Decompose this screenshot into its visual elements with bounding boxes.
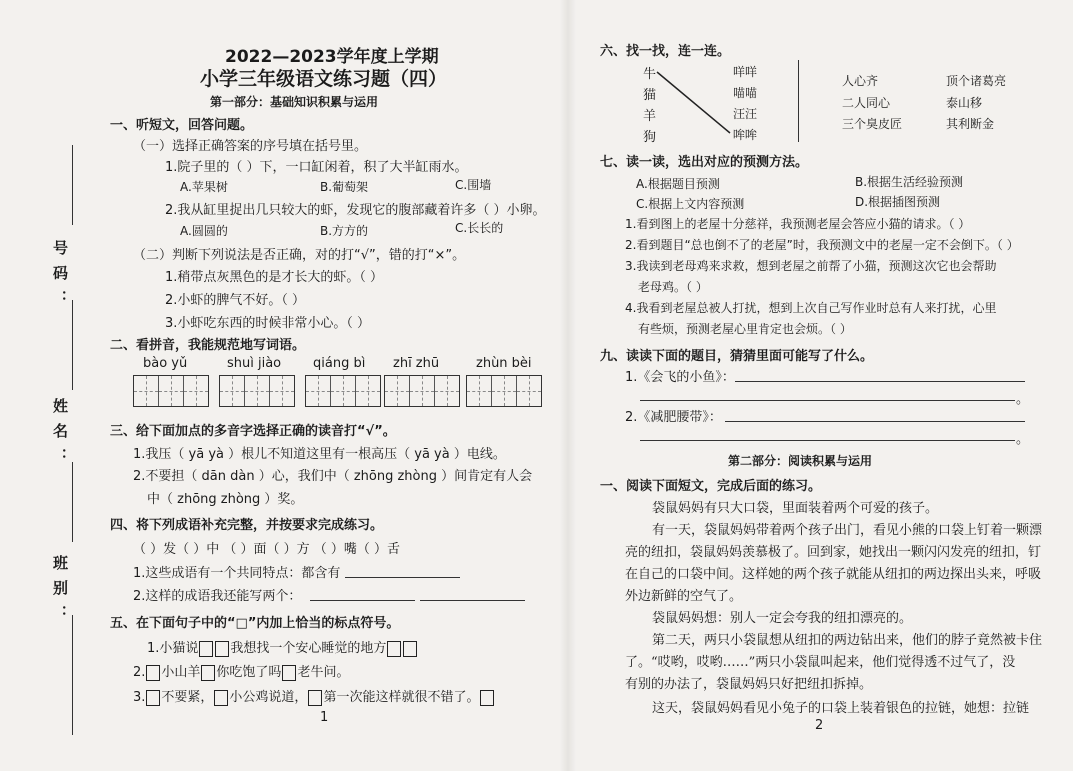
punct-box[interactable] [201, 665, 215, 681]
story-p4a: 第二天，两只小袋鼠想从纽扣的两边钻出来，他们的脖子竟然被卡住 [652, 633, 1043, 648]
haoma-label: 号码： [51, 240, 69, 315]
punct-box[interactable] [214, 690, 228, 706]
s9-q1-dot: 。 [1016, 392, 1030, 407]
story-p1: 袋鼠妈妈有只大口袋，里面装着两个可爱的孩子。 [652, 501, 939, 516]
punct-box[interactable] [308, 690, 322, 706]
sound-1: 咩咩 [733, 65, 758, 79]
writing-grid-1[interactable] [133, 375, 209, 407]
s4-title: 四、将下列成语补充完整，并按要求完成练习。 [110, 518, 384, 533]
part2-s1-title: 一、阅读下面短文，完成后面的练习。 [600, 479, 822, 494]
s1-j3: 3.小虾吃东西的时候非常小心。（ ） [165, 316, 371, 331]
s4-q2-blank1[interactable] [310, 600, 415, 601]
s6-divider [798, 60, 799, 142]
s7-q1: 1.看到图上的老屋十分慈祥，我预测老屋会答应小猫的请求。（ ） [625, 217, 971, 231]
punct-box[interactable] [387, 641, 401, 657]
animal-3: 羊 [643, 109, 657, 124]
s7-option-b: B.根据生活经验预测 [855, 175, 964, 189]
story-p3: 袋鼠妈妈想：别人一定会夸我的纽扣漂亮的。 [652, 611, 913, 626]
s7-option-d: D.根据插图预测 [855, 195, 941, 209]
s9-q1-blank2[interactable] [640, 400, 1015, 401]
animal-4: 狗 [643, 130, 657, 145]
s7-q2: 2.看到题目“总也倒不了的老屋”时，我预测文中的老屋一定不会倒下。（ ） [625, 238, 1019, 252]
s5-l2-text-c: 你吃饱了吗 [216, 665, 282, 680]
binding-line-bottom [72, 615, 73, 735]
punct-box[interactable] [282, 665, 296, 681]
page-number-1: 1 [320, 710, 329, 725]
writing-grid-5[interactable] [466, 375, 542, 407]
s4-q2: 2.这样的成语我还能写两个： [133, 589, 302, 604]
sound-2: 喵喵 [733, 86, 758, 100]
s7-q4b: 有些烦，预测老屋心里肯定也会烦。（ ） [638, 322, 852, 336]
story-p4b: 了。“哎哟，哎哟……”两只小袋鼠叫起来，他们觉得透不过气了，没 [625, 655, 1016, 670]
s9-q1: 1.《会飞的小鱼》： [625, 370, 735, 385]
s7-q3b: 老母鸡。（ ） [638, 280, 708, 294]
s7-option-c: C.根据上文内容预测 [636, 197, 745, 211]
story-p2d: 外边新鲜的空气了。 [625, 589, 743, 604]
s5-line1 [147, 637, 418, 657]
s7-option-a: A.根据题目预测 [636, 177, 720, 191]
s1-sub1: （一）选择正确答案的序号填在括号里。 [133, 139, 368, 154]
part1-title: 第一部分：基础知识积累与运用 [210, 95, 379, 109]
part2-title: 第二部分：阅读积累与运用 [728, 454, 873, 468]
s1-q1-c: C.围墙 [455, 178, 492, 192]
connect-line [655, 70, 735, 140]
s5-l2-text-d: 老牛问。 [297, 665, 350, 680]
s9-q2-dot: 。 [1016, 432, 1030, 447]
idiom-right-2: 泰山移 [946, 96, 983, 110]
s1-q1-b: B.葡萄架 [320, 180, 369, 194]
s5-line3 [133, 686, 495, 706]
animal-2: 猫 [643, 88, 657, 103]
s9-q2: 2.《减肥腰带》： [625, 410, 722, 425]
pinyin-1: bào yǔ [143, 356, 188, 371]
s5-l3-num: 3. [133, 690, 146, 705]
s5-l3-text-d: 第一次能这样就很不错了。 [323, 690, 480, 705]
s5-l1-text-a: 1.小猫说 [147, 641, 199, 656]
s3-line2: 2.不要担（ dān dàn ）心，我们中（ zhōng zhòng ）间肯定有人会 [133, 469, 533, 484]
punct-box[interactable] [146, 690, 160, 706]
s5-l1-text-b: 我想找一个安心睡觉的地方 [230, 641, 387, 656]
punct-box[interactable] [199, 641, 213, 657]
s9-q2-blank1[interactable] [725, 421, 1025, 422]
s1-q1: 1.院子里的（ ）下，一口缸闲着，积了大半缸雨水。 [165, 160, 468, 175]
idiom-left-2: 二人同心 [842, 96, 891, 110]
binding-line-low [72, 462, 73, 542]
writing-grid-3[interactable] [305, 375, 381, 407]
s4-q2-blank2[interactable] [420, 600, 525, 601]
s5-l3-text-c: 小公鸡说道， [229, 690, 308, 705]
idiom-right-3: 其利断金 [946, 117, 995, 131]
s4-q1-blank[interactable] [345, 577, 460, 578]
s1-q2-c: C.长长的 [455, 221, 504, 235]
story-p5a: 这天，袋鼠妈妈看见小兔子的口袋上装着银色的拉链，她想：拉链 [652, 701, 1030, 716]
s2-title: 二、看拼音，我能规范地写词语。 [110, 338, 306, 353]
s7-title: 七、读一读，选出对应的预测方法。 [600, 155, 809, 170]
s5-title: 五、在下面句子中的“□”内加上恰当的标点符号。 [110, 616, 400, 631]
xingming-label: 姓名： [51, 398, 69, 473]
s4-q1: 1.这些成语有一个共同特点：都含有 [133, 566, 341, 581]
s3-line3: 中（ zhōng zhòng ）奖。 [147, 492, 304, 507]
s6-title: 六、找一找，连一连。 [600, 44, 731, 59]
s1-title: 一、听短文，回答问题。 [110, 118, 254, 133]
s5-l2-text-b: 小山羊 [161, 665, 201, 680]
s1-q1-a: A.苹果树 [180, 180, 228, 194]
writing-grid-4[interactable] [384, 375, 460, 407]
idiom-left-1: 人心齐 [842, 74, 879, 88]
s7-q3a: 3.我读到老母鸡来求救，想到老屋之前帮了小猫，预测这次它也会帮助 [625, 259, 997, 273]
story-p2c: 在自己的口袋中间。这样她的两个孩子就能从纽扣的两边探出头来，呼吸 [625, 567, 1042, 582]
s5-l2-num: 2. [133, 665, 146, 680]
page-title: 小学三年级语文练习题（四） [200, 68, 448, 90]
pinyin-4: zhī zhū [393, 356, 440, 371]
s5-l3-text-b: 不要紧， [161, 690, 214, 705]
year-title: 2022—2023学年度上学期 [225, 47, 439, 67]
pinyin-3: qiáng bì [313, 356, 366, 371]
s3-line1: 1.我压（ yā yà ）根儿不知道这里有一根高压（ yā yà ）电线。 [133, 447, 506, 462]
s5-line2 [133, 661, 349, 681]
pinyin-5: zhùn bèi [476, 356, 532, 371]
sound-4: 哞哞 [733, 128, 758, 142]
story-p2b: 亮的纽扣，袋鼠妈妈羡慕极了。回到家，她找出一颗闪闪发亮的纽扣，钉 [625, 545, 1042, 560]
s3-title: 三、给下面加点的多音字选择正确的读音打“√”。 [110, 424, 396, 439]
s1-j2: 2.小虾的脾气不好。（ ） [165, 293, 306, 308]
writing-grid-2[interactable] [219, 375, 295, 407]
s1-q2: 2.我从缸里捉出几只较大的虾，发现它的腹部藏着许多（ ）小卵。 [165, 203, 546, 218]
s1-q2-b: B.方方的 [320, 224, 369, 238]
s1-j1: 1.稍带点灰黑色的是才长大的虾。（ ） [165, 270, 384, 285]
idiom-left-3: 三个臭皮匠 [842, 117, 903, 131]
story-p4c: 有别的办法了，袋鼠妈妈只好把纽扣拆掉。 [625, 677, 873, 692]
punct-box[interactable] [146, 665, 160, 681]
punct-box[interactable] [215, 641, 229, 657]
animal-1: 牛 [643, 67, 657, 82]
binding-line-top [72, 145, 73, 225]
s4-idioms: （ ）发（ ）中 （ ）面（ ）方 （ ）嘴（ ）舌 [133, 542, 401, 557]
story-p2a: 有一天，袋鼠妈妈带着两个孩子出门，看见小熊的口袋上钉着一颗漂 [652, 523, 1043, 538]
binding-line-mid [72, 300, 73, 390]
s9-q2-blank2[interactable] [640, 440, 1015, 441]
s9-title: 九、读读下面的题目，猜猜里面可能写了什么。 [600, 349, 874, 364]
s9-q1-blank1[interactable] [735, 381, 1025, 382]
pinyin-2: shuì jiào [227, 356, 282, 371]
banbie-label: 班别： [51, 555, 69, 630]
s1-sub2: （二）判断下列说法是否正确，对的打“√”，错的打“×”。 [133, 248, 466, 263]
punct-box[interactable] [403, 641, 417, 657]
s1-q2-a: A.圆圆的 [180, 224, 228, 238]
page-number-2: 2 [815, 718, 824, 733]
sound-3: 汪汪 [733, 107, 758, 121]
idiom-right-1: 顶个诸葛亮 [946, 74, 1007, 88]
s7-q4a: 4.我看到老屋总被人打扰，想到上次自己写作业时总有人来打扰，心里 [625, 301, 997, 315]
punct-box[interactable] [480, 690, 494, 706]
page-fold [560, 0, 576, 771]
